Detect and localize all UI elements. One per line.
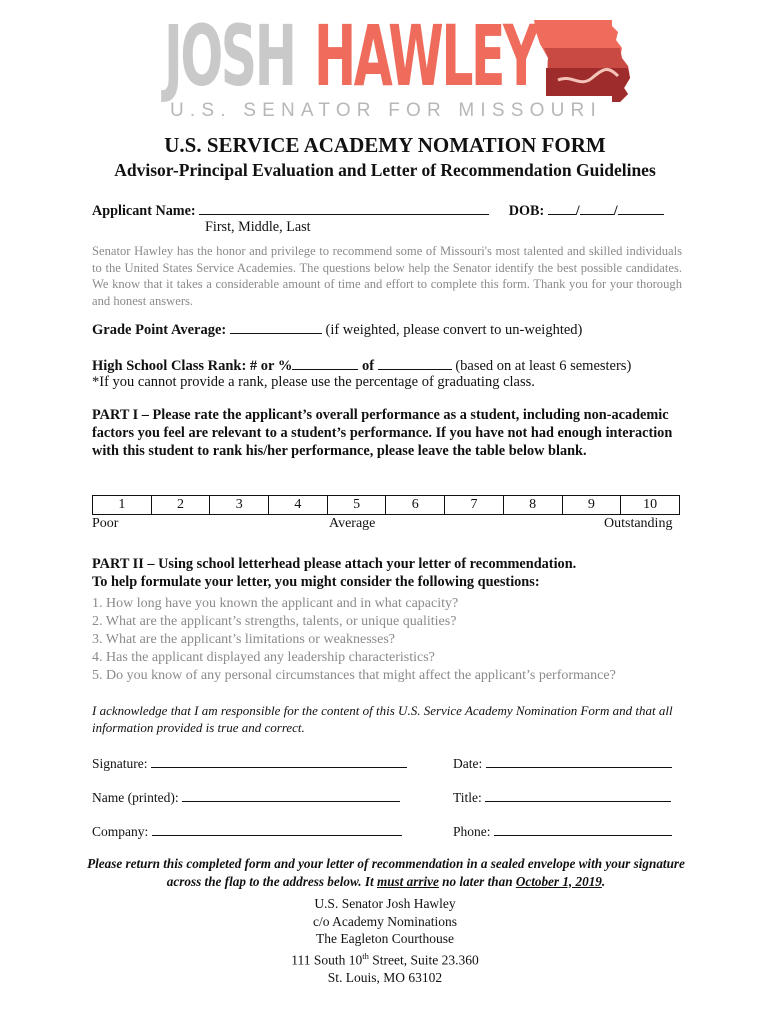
signature-field[interactable] (151, 754, 407, 768)
rating-mid-label: Average (329, 516, 376, 531)
name-printed-field[interactable] (182, 788, 400, 802)
gpa-field[interactable] (230, 320, 322, 334)
part-two-subheading: To help formulate your letter, you might consider the following questions: (92, 574, 540, 590)
rating-cell[interactable]: 7 (445, 496, 504, 515)
address-street-rest: Street, Suite 23.360 (368, 952, 479, 967)
must-arrive-text: must arrive (376, 873, 439, 889)
question-item: 5. Do you know of any personal circumstances that might affect the applicant’s performance? (92, 668, 616, 683)
company-label: Company: (92, 824, 149, 839)
rating-cell[interactable]: 8 (503, 496, 562, 515)
rating-cell[interactable]: 3 (210, 496, 269, 515)
signature-label: Signature: (92, 756, 148, 771)
logo-last-name: HAWLEY (314, 7, 538, 105)
acknowledgement-text: I acknowledge that I am responsible for the content of this U.S. Service Academy Nomination Form and that all information provided is true and correct. (92, 703, 673, 735)
return-text: Please return this completed form and your letter of recommendation in a sealed envelope with your signature across the flap to the address below. It (87, 856, 685, 889)
form-title: U.S. SERVICE ACADEMY NOMATION FORM (164, 133, 606, 157)
class-rank-of-label: of (361, 358, 375, 374)
dob-separator: / (613, 203, 618, 219)
deadline-date: October 1, 2019 (515, 873, 602, 889)
rating-cell[interactable]: 10 (621, 496, 680, 515)
name-printed-row (92, 788, 400, 806)
applicant-name-sublabel: First, Middle, Last (205, 219, 311, 235)
dob-day-field[interactable] (580, 201, 614, 215)
return-text-end: . (601, 873, 606, 889)
class-size-field[interactable] (378, 356, 452, 370)
signature-row (92, 754, 407, 772)
title-row (453, 788, 671, 806)
address-line: c/o Academy Nominations (313, 913, 457, 929)
rating-cell[interactable]: 6 (386, 496, 445, 515)
date-row (453, 754, 672, 772)
class-rank-label: High School Class Rank: # or % (92, 358, 293, 374)
missouri-map-icon (528, 18, 632, 104)
company-field[interactable] (152, 822, 402, 836)
address-street-number: 111 South 10 (291, 952, 363, 967)
address-line (0, 948, 770, 969)
part-two-heading: PART II – Using school letterhead please attach your letter of recommendation. (92, 556, 577, 572)
part-one-instructions: PART I – Please rate the applicant’s overall performance as a student, including non-academic factors you feel are relevant to a student’s performance. If you have not had enough interaction with this student to rank his/her performance, please leave the table below blank. (92, 407, 673, 459)
mailing-address (0, 895, 770, 986)
return-text-deadline-prefix: no later than (438, 873, 516, 889)
rating-cell[interactable]: 9 (562, 496, 621, 515)
applicant-name-label: Applicant Name: (92, 203, 196, 219)
dob-separator: / (575, 203, 580, 219)
form-subtitle: Advisor-Principal Evaluation and Letter of Recommendation Guidelines (114, 160, 656, 180)
rating-cell[interactable]: 4 (269, 496, 328, 515)
address-line: St. Louis, MO 63102 (327, 969, 443, 985)
question-item: 3. What are the applicant’s limitations or weaknesses? (92, 632, 395, 647)
phone-row (453, 822, 672, 840)
dob-label: DOB: (508, 203, 545, 219)
class-rank-field[interactable] (292, 356, 358, 370)
senator-logo (160, 7, 630, 124)
title-field[interactable] (485, 788, 671, 802)
class-rank-row (92, 356, 631, 375)
rating-cell[interactable]: 2 (151, 496, 210, 515)
address-line: U.S. Senator Josh Hawley (314, 896, 456, 911)
rating-cell[interactable]: 5 (327, 496, 386, 515)
class-rank-note: (based on at least 6 semesters) (455, 358, 632, 374)
dob-month-field[interactable] (548, 201, 576, 215)
rating-low-label: Poor (92, 516, 119, 531)
gpa-row (92, 320, 582, 339)
rating-scale-table (92, 495, 680, 515)
address-ordinal-suffix: th (362, 950, 369, 961)
gpa-note: (if weighted, please convert to un-weighted) (325, 322, 583, 338)
date-label: Date: (453, 756, 483, 771)
return-instructions (80, 855, 692, 890)
name-printed-label: Name (printed): (92, 790, 179, 805)
intro-paragraph: Senator Hawley has the honor and privilege to recommend some of Missouri's most talented and skilled individuals to the United States Service Academies. The questions below help the Senator identify the best possible candidates. We know that it takes a considerable amount of time and effort to complete this form. Thank you for your thorough and honest answers. (92, 244, 682, 308)
logo-subtitle: U.S. SENATOR FOR MISSOURI (170, 100, 602, 121)
gpa-label: Grade Point Average: (92, 322, 227, 338)
rating-cell[interactable]: 1 (93, 496, 152, 515)
class-rank-footnote: *If you cannot provide a rank, please use the percentage of graduating class. (92, 374, 535, 390)
company-row (92, 822, 402, 840)
rating-high-label: Outstanding (604, 516, 673, 531)
address-line: The Eagleton Courthouse (316, 931, 454, 946)
question-item: 2. What are the applicant’s strengths, talents, or unique qualities? (92, 614, 457, 629)
date-field[interactable] (486, 754, 672, 768)
question-item: 4. Has the applicant displayed any leadership characteristics? (92, 650, 435, 665)
applicant-name-field[interactable] (199, 201, 489, 215)
phone-label: Phone: (453, 824, 491, 839)
phone-field[interactable] (494, 822, 672, 836)
applicant-row (92, 201, 664, 220)
dob-year-field[interactable] (618, 201, 664, 215)
title-label: Title: (453, 790, 482, 805)
logo-first-name: JOSH (164, 7, 295, 105)
question-item: 1. How long have you known the applicant and in what capacity? (92, 596, 459, 611)
